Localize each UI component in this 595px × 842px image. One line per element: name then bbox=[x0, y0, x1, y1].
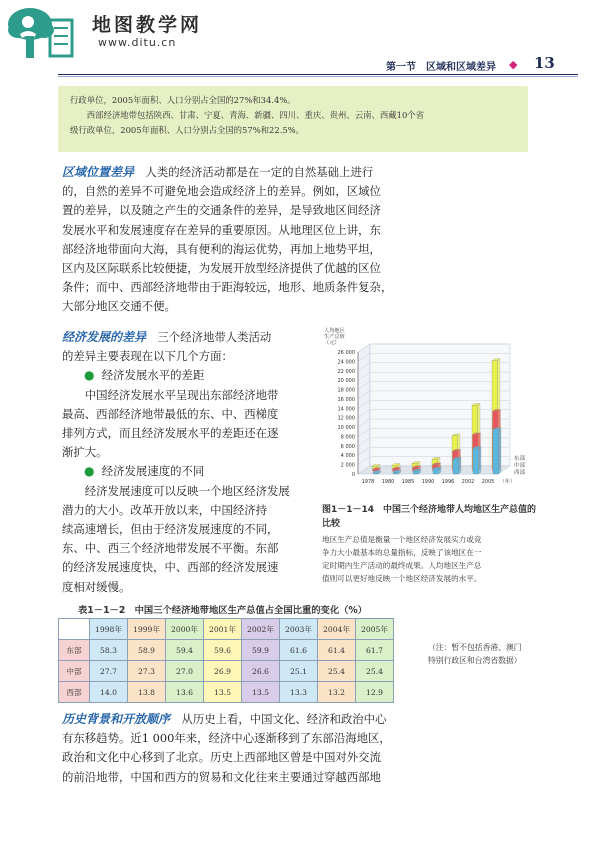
figure-caption-body bbox=[322, 533, 547, 585]
y-tick-label: 26 000 bbox=[337, 350, 355, 356]
y-tick-label: 0 bbox=[351, 472, 355, 478]
site-url: www.ditu.cn bbox=[98, 36, 177, 49]
tree-logo-icon bbox=[6, 4, 76, 62]
y-tick-label: 4 000 bbox=[340, 453, 355, 460]
table-year-header: 1999年 bbox=[128, 619, 166, 640]
table-cell: 26.9 bbox=[204, 661, 242, 682]
table-cell: 13.8 bbox=[128, 682, 166, 703]
paragraph-line: 部经济地带面向大海，具有便利的海运优势，再加上地势平坦， bbox=[62, 241, 381, 256]
y-tick-label: 14 000 bbox=[337, 406, 355, 413]
table-cell: 27.0 bbox=[166, 661, 204, 682]
x-tick-label: 1980 bbox=[381, 479, 395, 485]
section-heading: 历史背景和开放顺序 bbox=[62, 712, 171, 726]
paragraph-line: 条件；而中、西部经济地带由于距海较远，地形、地质条件复杂， bbox=[62, 280, 393, 295]
chart-back-wall bbox=[370, 344, 510, 466]
table-header-row bbox=[59, 619, 394, 640]
table-cell: 58.3 bbox=[90, 640, 128, 661]
table-cell: 59.4 bbox=[166, 640, 204, 661]
table-year-header: 2002年 bbox=[242, 619, 280, 640]
y-tick-label: 20 000 bbox=[337, 378, 355, 385]
y-tick-label: 22 000 bbox=[337, 368, 355, 375]
bar-side bbox=[499, 428, 502, 474]
paragraph-line: 潜力的大小。改革开放以来，中国经济持 bbox=[62, 502, 268, 517]
paragraph-line: 政治和文化中心移到了北京。历史上西部地区曾是中国对外交流 bbox=[62, 750, 381, 765]
section-economy bbox=[62, 328, 310, 597]
table-year-header: 2001年 bbox=[204, 619, 242, 640]
table-cell: 13.6 bbox=[166, 682, 204, 703]
gdp-per-capita-chart bbox=[318, 326, 536, 500]
section-location bbox=[62, 163, 517, 317]
bar-西部 bbox=[393, 472, 399, 474]
legend-label: 中部 bbox=[514, 463, 526, 469]
paragraph-line: 大部分地区交通不便。 bbox=[62, 299, 176, 314]
table-cell: 27.7 bbox=[90, 661, 128, 682]
table-row bbox=[59, 640, 394, 661]
table-cell: 13.3 bbox=[280, 682, 318, 703]
table-cell: 13.2 bbox=[318, 682, 356, 703]
table-cell: 25.4 bbox=[356, 661, 394, 682]
gdp-share-table bbox=[58, 618, 394, 703]
table-cell: 61.7 bbox=[356, 640, 394, 661]
bullet-icon: ● bbox=[84, 368, 95, 383]
paragraph-line: 三个经济地带人类活动 bbox=[146, 330, 272, 344]
paragraph-line: 度相对缓慢。 bbox=[62, 579, 131, 594]
chart-side-wall bbox=[358, 344, 370, 474]
section-heading: 区域位置差异 bbox=[62, 165, 135, 179]
y-tick-label: 2 000 bbox=[340, 462, 355, 469]
x-tick-label: 1996 bbox=[441, 479, 455, 485]
bar-西部 bbox=[413, 471, 419, 474]
x-tick-label: 1990 bbox=[421, 479, 435, 485]
bar-西部 bbox=[373, 473, 379, 474]
y-tick-label: 24 000 bbox=[337, 359, 355, 366]
paragraph-line: 人类的经济活动都是在一定的自然基础上进行 bbox=[134, 165, 374, 179]
bullet-heading: 经济发展水平的差距 bbox=[101, 368, 205, 383]
y-tick-label: 10 000 bbox=[337, 425, 355, 432]
table-year-header: 2005年 bbox=[356, 619, 394, 640]
paragraph-line: 的前沿地带，中国和西方的贸易和文化往来主要通过穿越西部地 bbox=[62, 769, 381, 784]
table-year-header: 2003年 bbox=[280, 619, 318, 640]
y-tick-label: 8 000 bbox=[340, 434, 355, 441]
bar-西部 bbox=[453, 459, 459, 474]
y-axis-label: 生产总值 bbox=[324, 334, 345, 340]
y-tick-label: 16 000 bbox=[337, 396, 355, 403]
note-line: 级行政单位，2005年面积、人口分别占全国的57%和22.5%。 bbox=[70, 125, 305, 135]
table-cell: 12.9 bbox=[356, 682, 394, 703]
paragraph-line: 发展水平和发展速度存在差异的重要原因。从地理区位上讲，东 bbox=[62, 222, 381, 237]
table-note bbox=[428, 641, 558, 667]
paragraph-line: 续高速增长，但由于经济发展速度的不同， bbox=[62, 522, 279, 537]
note-line: 西部经济地带包括陕西、甘肃、宁夏、青海、新疆、四川、重庆、贵州、云南、西藏10个省 bbox=[70, 110, 425, 120]
table-cell: 27.3 bbox=[128, 661, 166, 682]
paragraph-line: 的经济发展速度快，中、西部的经济发展速 bbox=[62, 560, 279, 575]
section-heading: 经济发展的差异 bbox=[62, 330, 147, 344]
site-logo bbox=[6, 4, 76, 62]
table-year-header: 2000年 bbox=[166, 619, 204, 640]
bar-side bbox=[479, 446, 482, 474]
caption-line: 定时期内生产活动的最终成果。人均地区生产总 bbox=[322, 561, 482, 570]
paragraph-line: 排列方式，而且经济发展水平的差距还在逐 bbox=[62, 426, 279, 441]
page-number: 13 bbox=[534, 54, 555, 72]
bar-西部 bbox=[473, 448, 479, 474]
paragraph-line: 东、中、西三个经济地带发展不平衡。东部 bbox=[62, 541, 279, 556]
paragraph-line: 区内及区际联系比较便捷，为发展开放型经济提供了优越的区位 bbox=[62, 261, 381, 276]
table-corner-cell bbox=[59, 619, 90, 640]
bar-西部 bbox=[493, 429, 499, 474]
paragraph-line: 有东移趋势。近1 000年来，经济中心逐渐移到了东部沿海地区， bbox=[62, 731, 391, 746]
paragraph-line: 从历史上看，中国文化、经济和政治中心 bbox=[170, 712, 387, 726]
x-tick-label: 2005 bbox=[481, 479, 495, 485]
bullet-icon: ● bbox=[84, 464, 95, 479]
figure-caption-title: 图1－1－14 中国三个经济地带人均地区生产总值的比较 bbox=[322, 505, 537, 529]
bar-chart-svg bbox=[318, 326, 536, 500]
note-box bbox=[58, 86, 528, 152]
table-cell: 61.6 bbox=[280, 640, 318, 661]
table-year-header: 2004年 bbox=[318, 619, 356, 640]
note-line: 特别行政区和台湾省数据） bbox=[428, 656, 522, 665]
table-cell: 13.5 bbox=[204, 682, 242, 703]
table-row-label: 东部 bbox=[59, 640, 90, 661]
paragraph-line: 中国经济发展水平呈现出东部经济地带 bbox=[62, 387, 279, 402]
paragraph-line: 置的差异，以及随之产生的交通条件的差异，是导致地区间经济 bbox=[62, 203, 381, 218]
section-history bbox=[62, 710, 517, 787]
table-cell: 61.4 bbox=[318, 640, 356, 661]
table-year-header: 1998年 bbox=[90, 619, 128, 640]
legend-label: 西部 bbox=[514, 470, 526, 476]
y-tick-label: 6 000 bbox=[340, 443, 355, 450]
caption-line: 值则可以更好地反映一个地区经济发展的水平。 bbox=[322, 574, 482, 583]
caption-line: 地区生产总值是衡量一个地区经济发展实力或竞 bbox=[322, 535, 482, 544]
section-header: 第一节 区域和区域差异 bbox=[386, 62, 496, 73]
table-row-label: 中部 bbox=[59, 661, 90, 682]
paragraph-line: 渐扩大。 bbox=[62, 445, 108, 460]
table-cell: 26.6 bbox=[242, 661, 280, 682]
table-row-label: 西部 bbox=[59, 682, 90, 703]
bullet-heading: 经济发展速度的不同 bbox=[101, 464, 205, 479]
table-title: 表1－1－2 中国三个经济地带地区生产总值占全国比重的变化（%） bbox=[78, 605, 368, 616]
note-line: 行政单位，2005年面积、人口分别占全国的27%和34.4%。 bbox=[70, 95, 296, 105]
diamond-icon: ◆ bbox=[509, 58, 518, 71]
site-name: 地图教学网 bbox=[92, 14, 203, 36]
table-cell: 59.6 bbox=[204, 640, 242, 661]
paragraph-line: 经济发展速度可以反映一个地区经济发展 bbox=[62, 483, 290, 498]
y-axis-label: 人均地区 bbox=[324, 328, 345, 334]
x-tick-label: 1978 bbox=[361, 479, 375, 485]
header-rule-thin bbox=[58, 76, 578, 77]
table-cell: 58.9 bbox=[128, 640, 166, 661]
x-axis-unit: （年） bbox=[500, 479, 516, 485]
paragraph-line: 最高、西部经济地带最低的东、中、西梯度 bbox=[62, 406, 279, 421]
table-cell: 25.4 bbox=[318, 661, 356, 682]
table-row bbox=[59, 682, 394, 703]
caption-line: 争力大小最基本的总量指标，反映了该地区在一 bbox=[322, 548, 482, 557]
paragraph-line: 的，自然的差异不可避免地会造成经济上的差异。例如，区域位 bbox=[62, 184, 381, 199]
table-cell: 59.9 bbox=[242, 640, 280, 661]
bar-西部 bbox=[433, 469, 439, 474]
legend-label: 东部 bbox=[514, 456, 526, 462]
x-tick-label: 1985 bbox=[401, 479, 415, 485]
y-tick-label: 12 000 bbox=[337, 415, 355, 422]
bar-side bbox=[459, 457, 462, 474]
table-cell: 14.0 bbox=[90, 682, 128, 703]
table-row bbox=[59, 661, 394, 682]
table-cell: 25.1 bbox=[280, 661, 318, 682]
note-line: （注：暂不包括香港、澳门 bbox=[428, 643, 522, 652]
header-rule bbox=[58, 74, 578, 75]
x-tick-label: 2002 bbox=[461, 479, 475, 485]
y-axis-label: （元） bbox=[324, 340, 340, 346]
y-tick-label: 18 000 bbox=[337, 387, 355, 394]
paragraph-line: 的差异主要表现在以下几个方面： bbox=[62, 349, 233, 364]
table-cell: 13.5 bbox=[242, 682, 280, 703]
